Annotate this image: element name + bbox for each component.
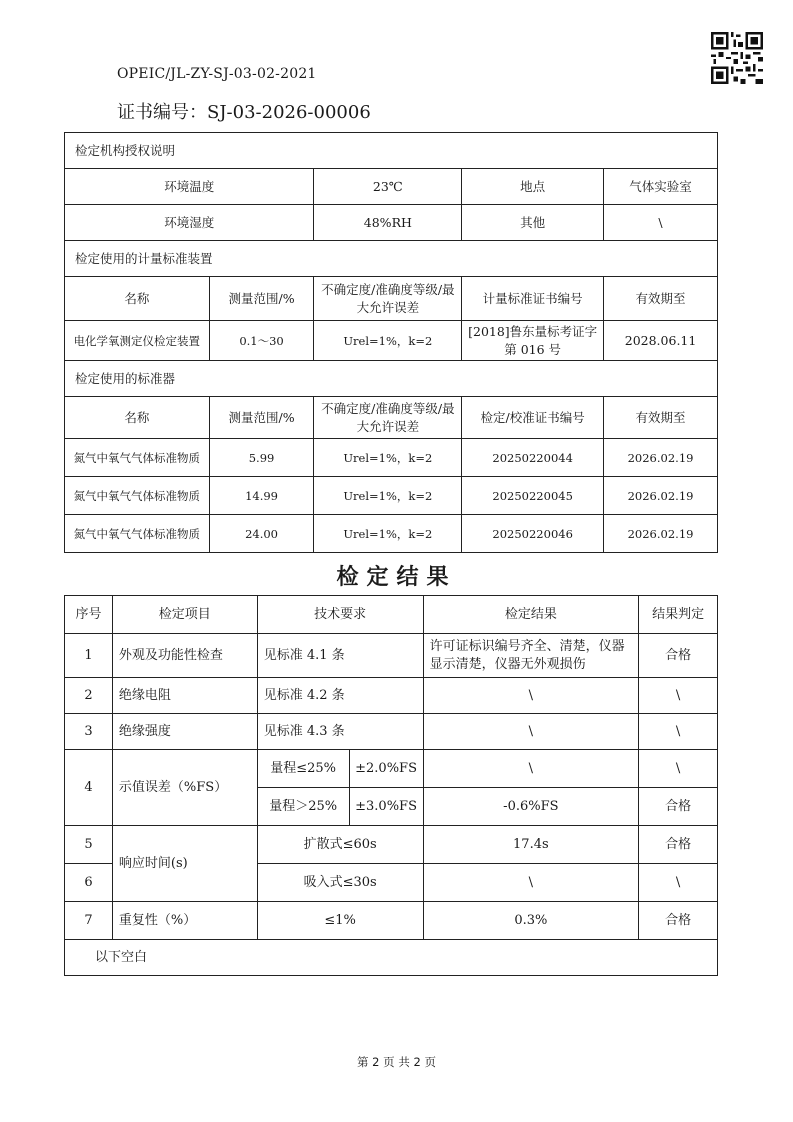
device-name: 电化学氧测定仪检定装置 (65, 321, 210, 361)
header-name: 名称 (65, 277, 210, 321)
certificate-number (117, 98, 371, 124)
device-cert: [2018]鲁东量标考证字第 016 号 (462, 321, 604, 361)
blank-note: 以下空白 (65, 940, 718, 976)
row-no: 6 (65, 864, 113, 902)
header-name: 名称 (65, 397, 210, 439)
row-result-b: -0.6%FS (423, 788, 639, 826)
row-result: 0.3% (423, 902, 639, 940)
row-result: 17.4s (423, 826, 639, 864)
row-result-a: \ (423, 750, 639, 788)
standard-device-section-title: 检定使用的计量标准装置 (65, 241, 718, 277)
humidity-value: 48%RH (314, 205, 462, 241)
header-item: 检定项目 (112, 596, 257, 634)
row-no: 3 (65, 714, 113, 750)
row-judgement: \ (639, 864, 718, 902)
header-requirement: 技术要求 (257, 596, 423, 634)
row-judgement: \ (639, 714, 718, 750)
material-uncertainty: Urel=1%，k=2 (314, 515, 462, 553)
header-no: 序号 (65, 596, 113, 634)
row-requirement: 见标准 4.3 条 (257, 714, 423, 750)
row-no: 2 (65, 678, 113, 714)
row-judgement-a: \ (639, 750, 718, 788)
header-uncertainty: 不确定度/准确度等级/最大允许误差 (314, 397, 462, 439)
other-label: 其他 (462, 205, 604, 241)
temperature-label: 环境温度 (65, 169, 314, 205)
material-name: 氮气中氧气气体标准物质 (65, 439, 210, 477)
results-table (64, 595, 718, 976)
row-range-a: 量程≤25% (257, 750, 349, 788)
row-judgement: 合格 (639, 902, 718, 940)
row-no: 4 (65, 750, 113, 826)
row-requirement: 扩散式≤60s (257, 826, 423, 864)
header-range: 测量范围/% (209, 277, 314, 321)
row-requirement-a: ±2.0%FS (349, 750, 423, 788)
material-valid: 2026.02.19 (604, 515, 718, 553)
row-no: 7 (65, 902, 113, 940)
row-item: 外观及功能性检查 (112, 634, 257, 678)
material-cert: 20250220044 (462, 439, 604, 477)
row-result: \ (423, 864, 639, 902)
row-no: 1 (65, 634, 113, 678)
location-value: 气体实验室 (604, 169, 718, 205)
certificate-label: 证书编号： (117, 102, 207, 123)
certificate-value: SJ-03-2026-00006 (207, 102, 371, 123)
header-range: 测量范围/% (209, 397, 314, 439)
material-uncertainty: Urel=1%，k=2 (314, 477, 462, 515)
header-valid: 有效期至 (604, 397, 718, 439)
row-requirement: 见标准 4.1 条 (257, 634, 423, 678)
standards-table (64, 132, 718, 553)
other-value: \ (604, 205, 718, 241)
material-valid: 2026.02.19 (604, 477, 718, 515)
row-item: 重复性（%） (112, 902, 257, 940)
material-name: 氮气中氧气气体标准物质 (65, 515, 210, 553)
header-judgement: 结果判定 (639, 596, 718, 634)
row-requirement: ≤1% (257, 902, 423, 940)
material-range: 14.99 (209, 477, 314, 515)
material-uncertainty: Urel=1%，k=2 (314, 439, 462, 477)
row-item: 响应时间(s) (112, 826, 257, 902)
header-cert: 检定/校准证书编号 (462, 397, 604, 439)
material-range: 24.00 (209, 515, 314, 553)
device-uncertainty: Urel=1%，k=2 (314, 321, 462, 361)
row-judgement-b: 合格 (639, 788, 718, 826)
header-valid: 有效期至 (604, 277, 718, 321)
row-result: \ (423, 714, 639, 750)
header-uncertainty: 不确定度/准确度等级/最大允许误差 (314, 277, 462, 321)
temperature-value: 23℃ (314, 169, 462, 205)
device-range: 0.1～30 (209, 321, 314, 361)
page-number: 第 2 页 共 2 页 (357, 1055, 436, 1069)
row-judgement: 合格 (639, 634, 718, 678)
qr-code-icon (711, 32, 763, 84)
material-name: 氮气中氧气气体标准物质 (65, 477, 210, 515)
material-valid: 2026.02.19 (604, 439, 718, 477)
row-item: 绝缘电阻 (112, 678, 257, 714)
row-requirement: 吸入式≤30s (257, 864, 423, 902)
authorization-section-title: 检定机构授权说明 (65, 133, 718, 169)
row-item: 绝缘强度 (112, 714, 257, 750)
material-range: 5.99 (209, 439, 314, 477)
location-label: 地点 (462, 169, 604, 205)
row-range-b: 量程＞25% (257, 788, 349, 826)
row-no: 5 (65, 826, 113, 864)
material-cert: 20250220045 (462, 477, 604, 515)
document-code: OPEIC/JL-ZY-SJ-03-02-2021 (117, 66, 317, 82)
header-cert: 计量标准证书编号 (462, 277, 604, 321)
row-judgement: \ (639, 678, 718, 714)
row-requirement-b: ±3.0%FS (349, 788, 423, 826)
row-result: 许可证标识编号齐全、清楚，仪器显示清楚，仪器无外观损伤 (423, 634, 639, 678)
row-requirement: 见标准 4.2 条 (257, 678, 423, 714)
row-judgement: 合格 (639, 826, 718, 864)
standard-materials-section-title: 检定使用的标准器 (65, 361, 718, 397)
row-result: \ (423, 678, 639, 714)
results-title: 检定结果 (336, 565, 457, 590)
humidity-label: 环境湿度 (65, 205, 314, 241)
material-cert: 20250220046 (462, 515, 604, 553)
header-result: 检定结果 (423, 596, 639, 634)
row-item: 示值误差（%FS） (112, 750, 257, 826)
device-valid: 2028.06.11 (604, 321, 718, 361)
